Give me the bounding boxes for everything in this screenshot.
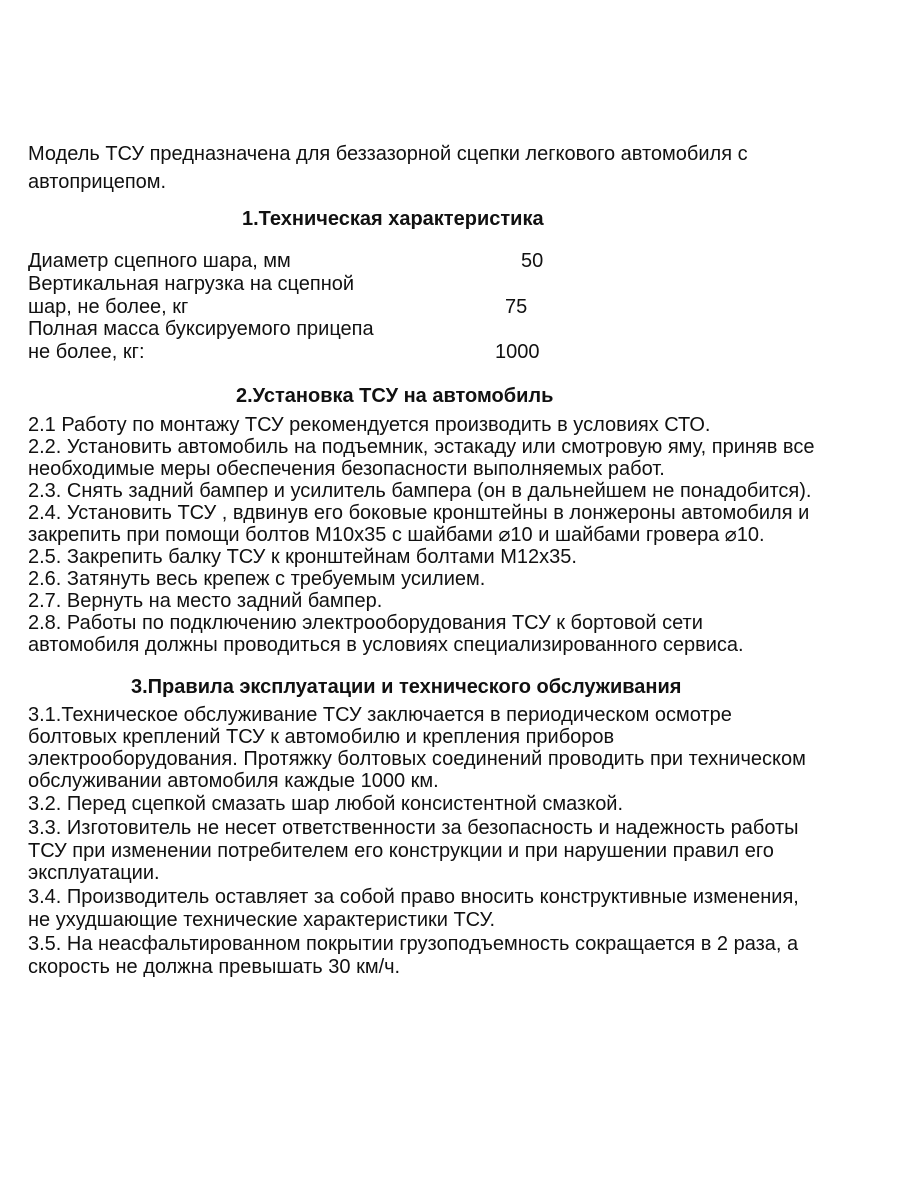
section-2-line: 2.8. Работы по подключению электрооборудования ТСУ к бортовой сети: [28, 612, 703, 634]
section-2-line: 2.2. Установить автомобиль на подъемник, эстакаду или смотровую яму, приняв все: [28, 436, 815, 458]
section-3-line: электрооборудования. Протяжку болтовых соединений проводить при техническом: [28, 748, 806, 770]
section-3-line: ТСУ при изменении потребителем его конструкции и при нарушении правил его: [28, 840, 774, 862]
section-2-line: закрепить при помощи болтов М10х35 с шайбами ⌀10 и шайбами гровера ⌀10.: [28, 524, 765, 546]
spec-value: 50: [521, 250, 544, 272]
spec-label: Диаметр сцепного шара, мм: [28, 250, 291, 272]
section-2-line: автомобиля должны проводиться в условиях специализированного сервиса.: [28, 634, 744, 656]
section-3-line: 3.2. Перед сцепкой смазать шар любой консистентной смазкой.: [28, 793, 624, 815]
section-2-line: необходимые меры обеспечения безопасности выполняемых работ.: [28, 458, 665, 480]
spec-label: шар, не более, кг: [28, 296, 189, 318]
section-3-line: 3.1.Техническое обслуживание ТСУ заключается в периодическом осмотре: [28, 704, 732, 726]
intro-line: автоприцепом.: [28, 171, 167, 193]
spec-label: не более, кг:: [28, 341, 145, 363]
section-3-line: обслуживании автомобиля каждые 1000 км.: [28, 770, 439, 792]
section-2-line: 2.5. Закрепить балку ТСУ к кронштейнам болтами М12х35.: [28, 546, 577, 568]
section-3-line: 3.4. Производитель оставляет за собой право вносить конструктивные изменения,: [28, 886, 799, 908]
section-2-line: 2.7. Вернуть на место задний бампер.: [28, 590, 383, 612]
section-3-line: не ухудшающие технические характеристики ТСУ.: [28, 909, 496, 931]
spec-label: Полная масса буксируемого прицепа: [28, 318, 374, 340]
spec-value: 75: [505, 296, 528, 318]
section-3-line: эксплуатации.: [28, 862, 160, 884]
spec-label: Вертикальная нагрузка на сцепной: [28, 273, 355, 295]
section-2-line: 2.1 Работу по монтажу ТСУ рекомендуется производить в условиях СТО.: [28, 414, 711, 436]
section-3-line: болтовых креплений ТСУ к автомобилю и крепления приборов: [28, 726, 615, 748]
section-2-title: 2.Установка ТСУ на автомобиль: [236, 385, 554, 407]
section-3-title: 3.Правила эксплуатации и технического обслуживания: [131, 676, 682, 698]
section-3-line: 3.3. Изготовитель не несет ответственности за безопасность и надежность работы: [28, 817, 799, 839]
section-3-line: 3.5. На неасфальтированном покрытии грузоподъемность сокращается в 2 раза, а: [28, 933, 799, 955]
section-3-line: скорость не должна превышать 30 км/ч.: [28, 956, 401, 978]
section-2-line: 2.3. Снять задний бампер и усилитель бампера (он в дальнейшем не понадобится).: [28, 480, 812, 502]
section-2-line: 2.6. Затянуть весь крепеж с требуемым усилием.: [28, 568, 486, 590]
intro-line: Модель ТСУ предназначена для беззазорной сцепки легкового автомобиля с: [28, 143, 748, 165]
section-2-line: 2.4. Установить ТСУ , вдвинув его боковые кронштейны в лонжероны автомобиля и: [28, 502, 810, 524]
section-1-title: 1.Техническая характеристика: [242, 208, 544, 230]
spec-value: 1000: [495, 341, 540, 363]
